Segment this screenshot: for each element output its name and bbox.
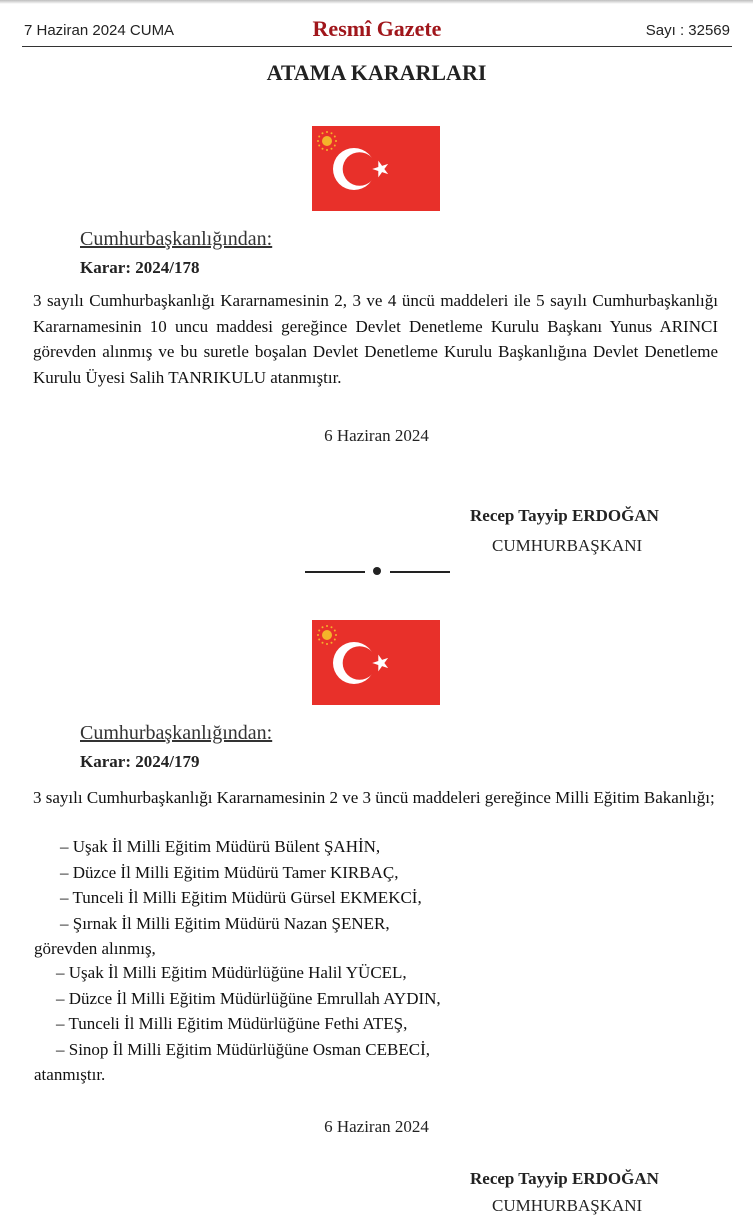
- divider-line-right: [390, 571, 450, 573]
- issue-date: 7 Haziran 2024 CUMA: [24, 22, 175, 39]
- removed-suffix: görevden alınmış,: [34, 939, 156, 958]
- decision-date: 6 Haziran 2024: [324, 1117, 429, 1136]
- list-item: – Tunceli İl Milli Eğitim Müdürü Gürsel EKMEKCİ,: [60, 888, 422, 907]
- decision-number: Karar: 2024/179: [80, 752, 200, 771]
- turkish-presidential-flag-icon: [312, 126, 440, 211]
- decision-date: 6 Haziran 2024: [324, 426, 429, 445]
- divider-line-left: [305, 571, 365, 573]
- issuer-label: Cumhurbaşkanlığından:: [80, 722, 273, 744]
- section-divider: [305, 566, 451, 576]
- decision-body: [33, 288, 718, 390]
- list-item: – Uşak İl Milli Eğitim Müdürlüğüne Halil YÜCEL,: [56, 963, 407, 982]
- appointed-list: [56, 960, 441, 1062]
- issue-number: Sayı : 32569: [645, 22, 730, 39]
- removed-list: [60, 834, 422, 936]
- signatory-name: Recep Tayyip ERDOĞAN: [470, 1169, 659, 1188]
- section-title: ATAMA KARARLARI: [266, 60, 487, 85]
- list-item: – Düzce İl Milli Eğitim Müdürlüğüne Emrullah AYDIN,: [56, 988, 441, 1008]
- appointed-suffix: atanmıştır.: [34, 1065, 106, 1084]
- top-shadow: [0, 0, 753, 4]
- list-item: – Uşak İl Milli Eğitim Müdürü Bülent ŞAHİN,: [60, 837, 381, 856]
- decision-text: 3 sayılı Cumhurbaşkanlığı Kararnamesinin 2, 3 ve 4 üncü maddeleri ile 5 sayılı Cumhurbaşkanlığı Kararnamesinin 10 uncu maddesi gereğince Devlet Denetleme Kurulu Başkanı Yunus ARINCI görevden alınmış ve bu suretle boşalan Devlet Denetleme Kurulu Başkanlığına Devlet Denetleme Kurulu Üyesi Salih TANRIKULU atanmıştır.: [33, 291, 718, 387]
- list-item: – Düzce İl Milli Eğitim Müdürü Tamer KIRBAÇ,: [60, 862, 399, 882]
- list-item: – Tunceli İl Milli Eğitim Müdürlüğüne Fethi ATEŞ,: [56, 1014, 408, 1033]
- list-item: – Şırnak İl Milli Eğitim Müdürü Nazan ŞENER,: [60, 913, 390, 933]
- decision-text: 3 sayılı Cumhurbaşkanlığı Kararnamesinin 2 ve 3 üncü maddeleri gereğince Milli Eğitim Bakanlığı;: [33, 788, 715, 807]
- signatory-title: CUMHURBAŞKANI: [492, 1196, 643, 1215]
- list-item: – Sinop İl Milli Eğitim Müdürlüğüne Osman CEBECİ,: [56, 1039, 430, 1059]
- signatory-name: Recep Tayyip ERDOĞAN: [470, 506, 659, 525]
- decision-number: Karar: 2024/178: [80, 258, 200, 277]
- divider-dot: [373, 567, 381, 575]
- signatory-title: CUMHURBAŞKANI: [492, 536, 643, 555]
- issuer-label: Cumhurbaşkanlığından:: [80, 228, 273, 250]
- gazette-header: [22, 16, 732, 47]
- gazette-title: Resmî Gazete: [312, 16, 442, 41]
- turkish-presidential-flag-icon: [312, 620, 440, 705]
- decision-body: [33, 785, 718, 811]
